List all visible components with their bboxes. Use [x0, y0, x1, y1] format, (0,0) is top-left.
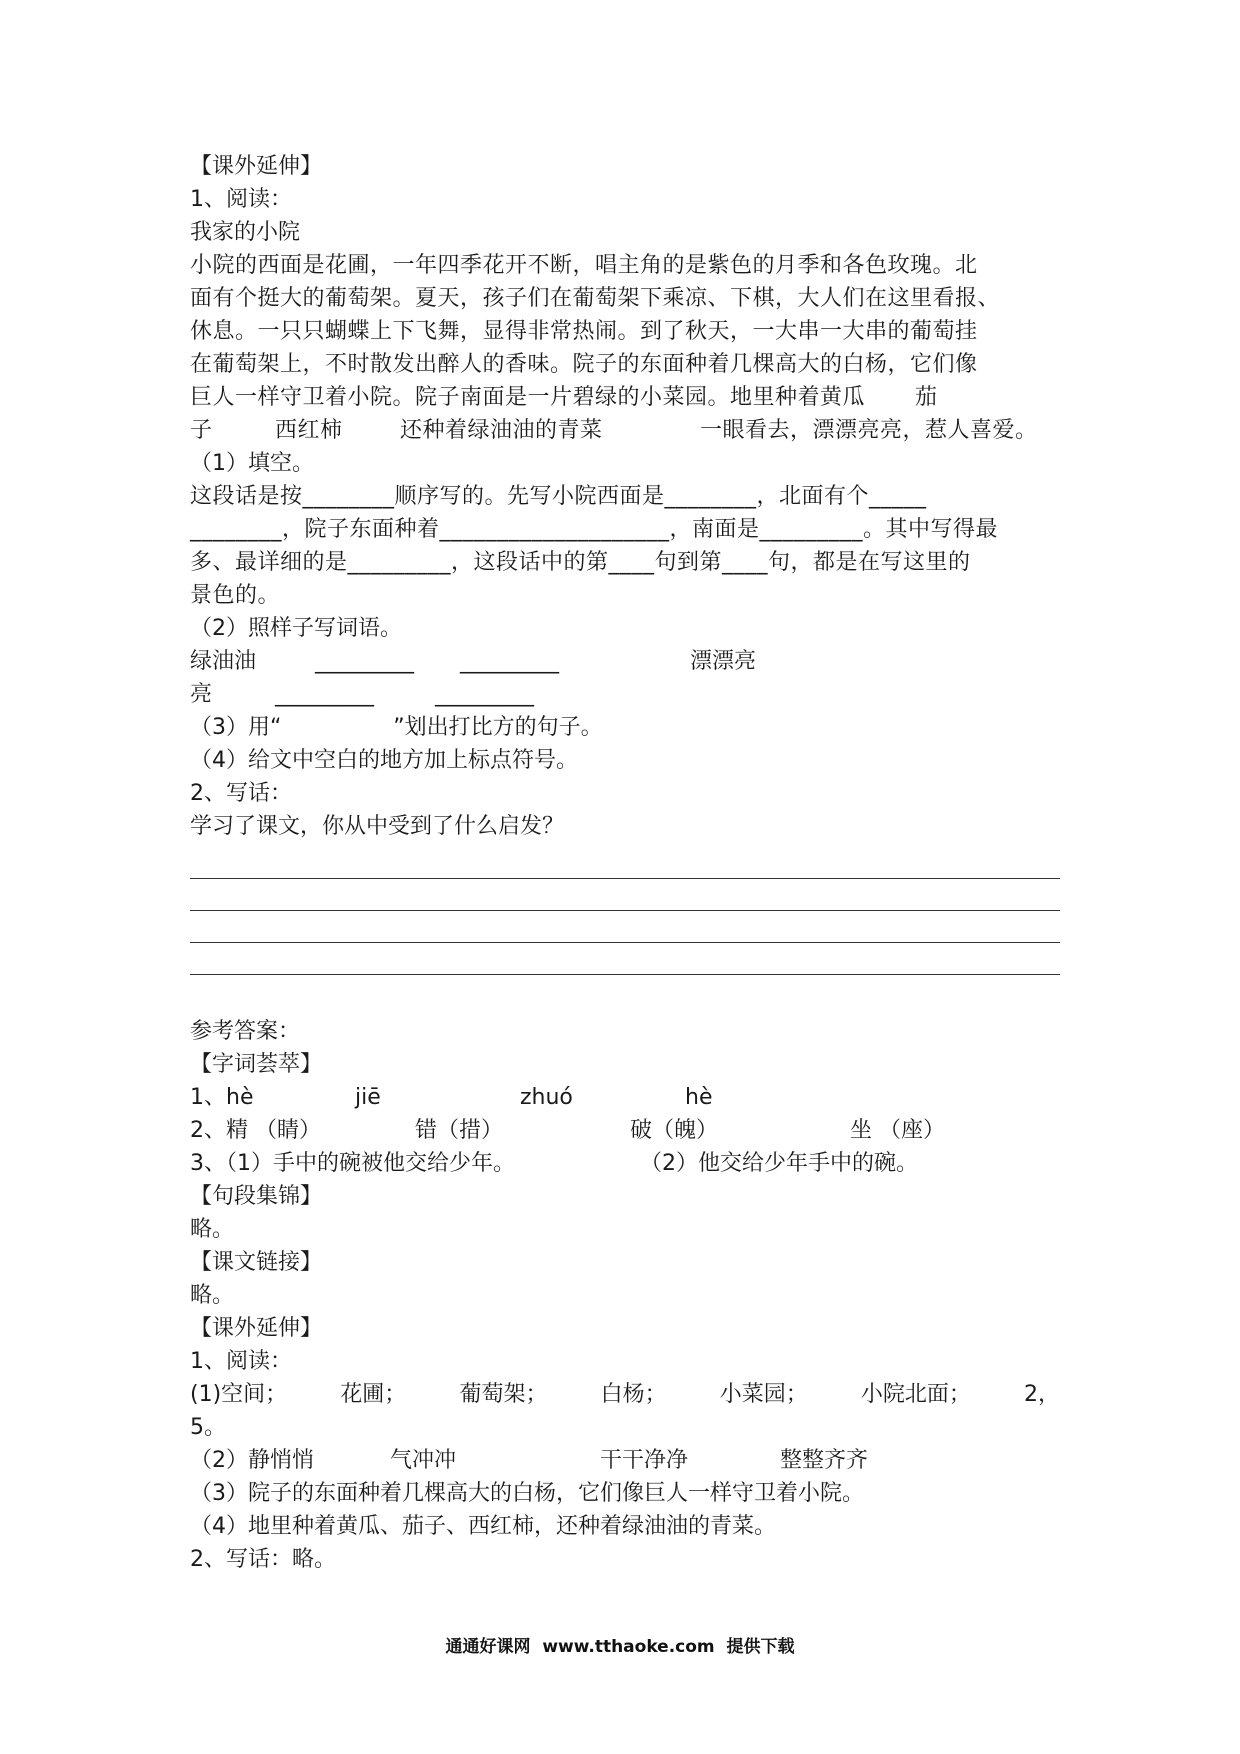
- answer-reading-4: （4）地里种着黄瓜、茄子、西红柿，还种着绿油油的青菜。: [190, 1514, 776, 1539]
- writing-prompt: 学习了课文，你从中受到了什么启发？: [190, 814, 565, 839]
- answer-omitted: 略。: [190, 1217, 235, 1242]
- example-word: 亮: [190, 682, 213, 707]
- fill-line: 景色的。: [190, 583, 281, 608]
- passage-word: 子: [190, 418, 213, 443]
- fill-line: 这段话是按________顺序写的。先写小院西面是________，北面有个_____: [190, 484, 927, 509]
- section-heading-sentences: 【句段集锦】: [190, 1184, 323, 1209]
- example-word: 漂漂亮: [690, 649, 757, 674]
- section-heading-extension: 【课外延伸】: [190, 1316, 323, 1341]
- passage-line: 面有个挺大的葡萄架。夏天，孩子们在葡萄架下乘凉、下棋，大人们在这里看报、: [190, 286, 1001, 311]
- char-answer: 破（魄）: [630, 1118, 719, 1143]
- answer-row-1: [190, 1081, 1060, 1114]
- subquestion-1: （1）填空。: [190, 451, 314, 476]
- answer-item: 花圃；: [340, 1382, 407, 1407]
- char-answer: 2、精 （睛）: [190, 1118, 321, 1143]
- answer-item: 干干净净: [600, 1448, 689, 1473]
- passage-title: 我家的小院: [190, 220, 301, 245]
- answer-item: (1)空间；: [190, 1382, 288, 1407]
- answer-row-3: [190, 1147, 1060, 1180]
- writing-line[interactable]: [190, 911, 1060, 943]
- answer-writing: 2、写话：略。: [190, 1547, 336, 1572]
- passage-gap-word: 茄: [915, 385, 938, 410]
- question-1-label: 1、阅读：: [190, 187, 292, 212]
- section-heading-extension: 【课外延伸】: [190, 154, 323, 179]
- answer-reading-1-cont: 5。: [190, 1415, 226, 1440]
- example-word: 绿油油: [190, 649, 257, 674]
- answer-key-title: 参考答案：: [190, 1019, 301, 1044]
- fill-in-blanks: [190, 480, 1060, 612]
- passage-word: 还种着绿油油的青菜: [400, 418, 603, 443]
- writing-line[interactable]: [190, 879, 1060, 911]
- passage-word: 一眼看去，漂漂亮亮，惹人喜爱。: [700, 418, 1038, 443]
- sentence-answer: 3、（1）手中的碗被他交给少年。: [190, 1151, 515, 1176]
- fill-line: ________，院子东面种着____________________，南面是_________。其中写得最: [190, 517, 999, 542]
- word-blank: _________: [315, 649, 414, 674]
- char-answer: 错（措）: [415, 1118, 504, 1143]
- section-heading-lesson-link: 【课文链接】: [190, 1250, 323, 1275]
- answer-item: 小院北面；: [860, 1382, 971, 1407]
- writing-line[interactable]: [190, 943, 1060, 975]
- passage-line: [190, 381, 1060, 414]
- writing-lines: [190, 843, 1060, 975]
- passage-line: 小院的西面是花圃，一年四季花开不断，唱主角的是紫色的月季和各色玫瑰。北: [190, 253, 978, 278]
- writing-line[interactable]: [190, 847, 1060, 879]
- pinyin-answer: jiē: [355, 1085, 381, 1110]
- answer-reading-2: [190, 1444, 1060, 1477]
- answer-item: 气冲冲: [390, 1448, 457, 1473]
- answer-row-2: [190, 1114, 1060, 1147]
- word-row: [190, 645, 1060, 678]
- answer-reading-3: （3）院子的东面种着几棵高大的白杨，它们像巨人一样守卫着小院。: [190, 1481, 864, 1506]
- passage: [190, 249, 1060, 447]
- passage-line: 在葡萄架上，不时散发出醉人的香味。院子的东面种着几棵高大的白杨，它们像: [190, 352, 978, 377]
- pinyin-answer: zhuó: [520, 1085, 573, 1110]
- word-blank: _________: [460, 649, 559, 674]
- worksheet-page: [190, 150, 1060, 1576]
- section-heading-vocab: 【字词荟萃】: [190, 1052, 323, 1077]
- footer-credit: 通通好课网 www.tthaoke.com 提供下载: [445, 1637, 795, 1657]
- passage-word: 西红柿: [275, 418, 343, 443]
- sentence-answer: （2）他交给少年手中的碗。: [640, 1151, 918, 1176]
- subquestion-4: （4）给文中空白的地方加上标点符号。: [190, 748, 578, 773]
- passage-line: 休息。一只只蝴蝶上下飞舞，显得非常热闹。到了秋天，一大串一大串的葡萄挂: [190, 319, 978, 344]
- answer-item: 2，: [1024, 1382, 1060, 1407]
- char-answer: 坐 （座）: [850, 1118, 945, 1143]
- answer-item: 小菜园；: [719, 1382, 808, 1407]
- pinyin-answer: 1、hè: [190, 1085, 254, 1110]
- answer-reading-label: 1、阅读：: [190, 1349, 292, 1374]
- question-2-label: 2、写话：: [190, 781, 292, 806]
- subquestion-2: （2）照样子写词语。: [190, 616, 402, 641]
- word-blank: _________: [275, 682, 374, 707]
- answer-item: （2）静悄悄: [190, 1448, 314, 1473]
- answer-omitted: 略。: [190, 1283, 235, 1308]
- pinyin-answer: hè: [685, 1085, 713, 1110]
- fill-line: 多、最详细的是_________，这段话中的第____句到第____句，都是在写这里的: [190, 550, 971, 575]
- passage-line-text: 巨人一样守卫着小院。院子南面是一片碧绿的小菜园。地里种着黄瓜: [190, 385, 866, 410]
- word-blank: _________: [435, 682, 534, 707]
- answer-item: 整整齐齐: [780, 1448, 869, 1473]
- passage-line: [190, 414, 1060, 447]
- answer-reading-1: [190, 1378, 1060, 1411]
- answer-item: 葡萄架；: [459, 1382, 548, 1407]
- answer-item: 白杨；: [600, 1382, 667, 1407]
- subquestion-3: （3）用“ ”划出打比方的句子。: [190, 715, 603, 740]
- word-row: [190, 678, 1060, 711]
